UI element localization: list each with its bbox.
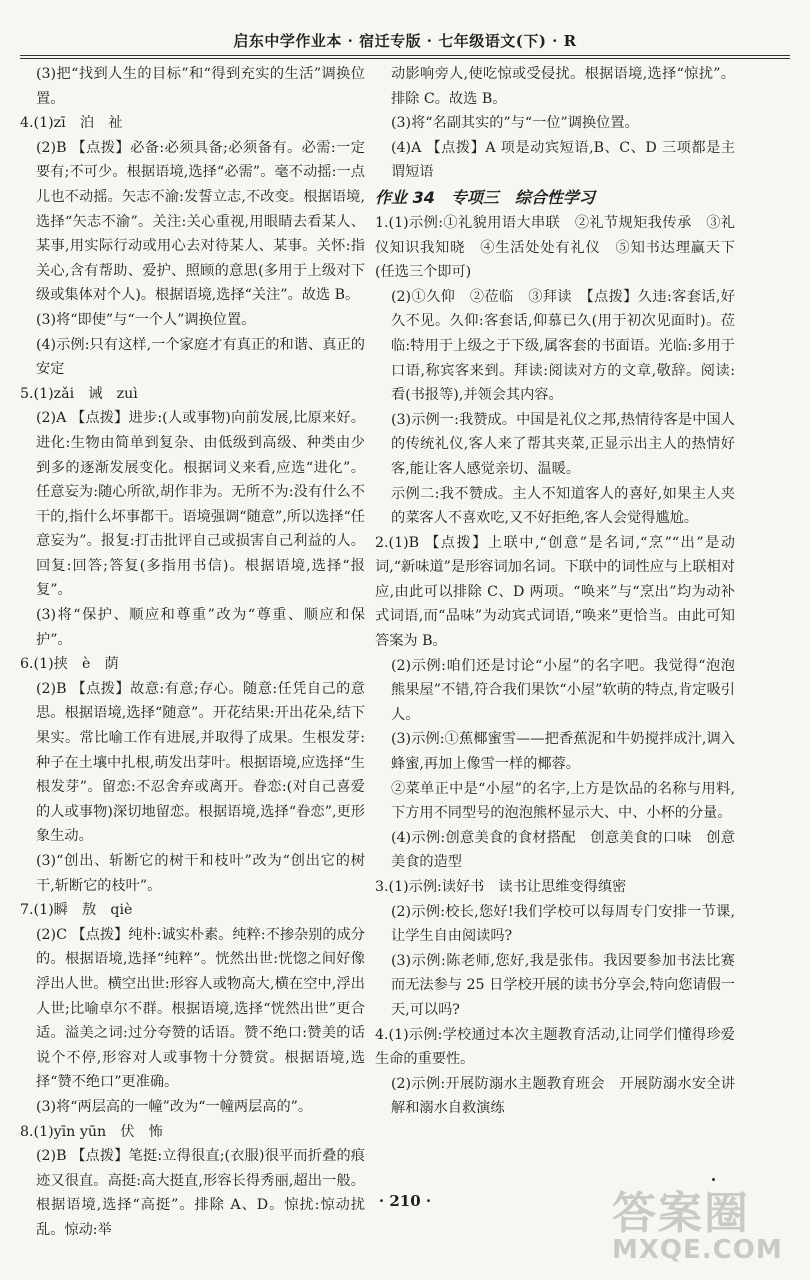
answer-paragraph: (2)①久仰 ②莅临 ③拜读 【点拨】久违:客套话,好久不见。久仰:客套话,仰慕已久(用于初次见面时)。莅临:特用于上级之于下级,属客套的书面语。光临:多用于口语,称宾客来到。拜读:阅读对方的文章,敬辞。阅读:看(书报等),并领会其内容。 — [391, 288, 735, 404]
answer-paragraph: 7.(1)瞬 敖 qiè — [20, 902, 133, 919]
answer-paragraph: 示例二:我不赞成。主人不知道客人的喜好,如果主人夹的菜客人不喜欢吃,又不好拒绝,客人会觉得尴尬。 — [391, 485, 735, 527]
answer-paragraph: 2.(1)B 【点拨】上联中,“创意”是名词,“烹”“出”是动词,“新味道”是形容词加名词。下联中的词性应与上联相对应,由此可以排除 C、D 两项。“唤来”与“烹出”均为动补式词语,而“品味”为动宾式词语,“唤来”更恰当。由此可知答案为 B。 — [375, 534, 735, 650]
answer-paragraph: (2)B 【点拨】故意:有意;存心。随意:任凭自己的意思。根据语境,选择“随意”。开花结果:开出花朵,结下果实。常比喻工作有进展,并取得了成果。生根发芽:种子在土壤中扎根,萌发出芽叶。根据语境,应选择“生根发芽”。留恋:不忍舍弃或离开。眷恋:(对自己喜爱的人或事物)深切地留恋。根据语境,选择“眷恋”,更形象生动。 — [36, 680, 365, 845]
answer-paragraph: (3)示例:陈老师,您好,我是张伟。我因要参加书法比赛而无法参与 25 日学校开展的读书分享会,特向您请假一天,可以吗? — [391, 952, 735, 1018]
page-number: · 210 · — [378, 1192, 432, 1210]
page-header: 启东中学作业本 · 宿迁专版 · 七年级语文(下) · R — [233, 32, 577, 50]
answer-paragraph: (2)示例:咱们还是讨论“小屋”的名字吧。我觉得“泡泡熊果屋”不错,符合我们果饮“小屋”软萌的特点,肯定吸引人。 — [391, 657, 735, 723]
answer-paragraph: (3)将“保护、顺应和尊重”改为“尊重、顺应和保护”。 — [36, 607, 365, 648]
watermark-text-bottom: MXQE.COM — [612, 1235, 783, 1265]
answer-paragraph: ②菜单正中是“小屋”的名字,上方是饮品的名称与用料,下方用不同型号的泡泡熊杯显示大、中、小杯的分量。 — [391, 780, 735, 822]
left-column — [20, 62, 365, 1243]
answer-paragraph: 5.(1)zǎi 诫 zuì — [20, 385, 138, 402]
answer-paragraph: (3)将“两层高的一幢”改为“一幢两层高的”。 — [36, 1098, 313, 1115]
watermark-logo — [612, 1177, 792, 1272]
answer-paragraph: (3)“创出、斩断它的树干和枝叶”改为“创出它的树干,斩断它的枝叶”。 — [36, 853, 365, 894]
answer-paragraph: (3)把“找到人生的目标”和“得到充实的生活”调换位置。 — [36, 66, 365, 107]
answer-paragraph: (4)A 【点拨】A 项是动宾短语,B、C、D 三项都是主谓短语 — [391, 139, 735, 181]
answer-paragraph: 4.(1)zī 泊 祉 — [20, 115, 123, 132]
answer-paragraph: (2)B 【点拨】笔挺:立得很直;(衣服)很平而折叠的痕迹又很直。高挺:高大挺直,形容长得秀丽,超出一般。根据语境,选择“高挺”。排除 A、D。惊扰:惊动扰乱。惊动:举 — [36, 1148, 365, 1238]
answer-paragraph: (4)示例:创意美食的食材搭配 创意美食的口味 创意美食的造型 — [391, 829, 735, 871]
answer-paragraph: (2)示例:开展防溺水主题教育班会 开展防溺水安全讲解和溺水自救演练 — [391, 1075, 735, 1117]
answer-paragraph: 3.(1)示例:读好书 读书让思维变得缜密 — [375, 879, 627, 895]
section-heading: 作业 34 专项三 综合性学习 — [375, 187, 595, 207]
answer-paragraph: 8.(1)yīn yūn 伏 怖 — [20, 1123, 163, 1140]
answer-paragraph: (2)B 【点拨】必备:必须具备;必须备有。必需:一定要有;不可少。根据语境,选择“必需”。毫不动摇:一点儿也不动摇。矢志不渝:发誓立志,不改变。根据语境,选择“矢志不渝”。关注:关心重视,用眼睛去看某人、某事,用实际行动或用心去对待某人、某事。关怀:指关心,含有帮助、爱护、照顾的意思(多用于上级对下级或集体对个人)。根据语境,选择“关注”。故选 B。 — [36, 139, 365, 304]
answer-paragraph: (3)将“即使”与“一个人”调换位置。 — [36, 311, 256, 328]
answer-paragraph: (2)C 【点拨】纯朴:诚实朴素。纯粹:不掺杂别的成分的。根据语境,选择“纯粹”。恍然出世:恍惚之间好像浮出人世。横空出世:形容人或物高大,横在空中,浮出人世;比喻卓尔不群。根据语境,选择“恍然出世”更合适。溢美之词:过分夸赞的话语。赞不绝口:赞美的话说个不停,形容对人或事物十分赞赏。根据语境,选择“赞不绝口”更准确。 — [36, 926, 365, 1091]
answer-paragraph: (3)将“名副其实的”与“一位”调换位置。 — [391, 115, 639, 132]
right-column — [375, 62, 735, 1121]
answer-paragraph: 4.(1)示例:学校通过本次主题教育活动,让同学们懂得珍爱生命的重要性。 — [375, 1026, 735, 1068]
answer-paragraph: 动影响旁人,使吃惊或受侵扰。根据语境,选择“惊扰”。排除 C。故选 B。 — [391, 66, 735, 107]
answer-paragraph: (4)示例:只有这样,一个家庭才有真正的和谐、真正的安定 — [36, 336, 365, 378]
answer-paragraph: (3)示例一:我赞成。中国是礼仪之邦,热情待客是中国人的传统礼仪,客人来了帮其夹菜,正显示出主人的热情好客,能让客人感觉亲切、温暖。 — [391, 411, 735, 477]
answer-paragraph: (2)示例:校长,您好!我们学校可以每周专门安排一节课,让学生自由阅读吗? — [391, 903, 735, 945]
answer-paragraph: (2)A 【点拨】进步:(人或事物)向前发展,比原来好。进化:生物由简单到复杂、由低级到高级、种类由少到多的逐渐发展变化。根据词义来看,应选“进化”。任意妄为:随心所欲,胡作非为。无所不为:没有什么不干的,指什么坏事都干。语境强调“随意”,所以选择“任意妄为”。报复:打击批评自己或损害自己利益的人。回复:回答;答复(多指用书信)。根据语境,选择“报复”。 — [36, 410, 365, 599]
answer-paragraph: (3)示例:①蕉椰蜜雪——把香蕉泥和牛奶搅拌成汁,调入蜂蜜,再加上像雪一样的椰蓉。 — [391, 731, 735, 773]
answer-paragraph: 1.(1)示例:①礼貌用语大串联 ②礼节规矩我传承 ③礼仪知识我知晓 ④生活处处有礼仪 ⑤知书达理赢天下(任选三个即可) — [375, 214, 735, 281]
answer-paragraph: 6.(1)挟 è 荫 — [20, 656, 119, 673]
header-rule — [20, 55, 790, 59]
watermark-text-top: 答案圈 — [612, 1188, 750, 1239]
